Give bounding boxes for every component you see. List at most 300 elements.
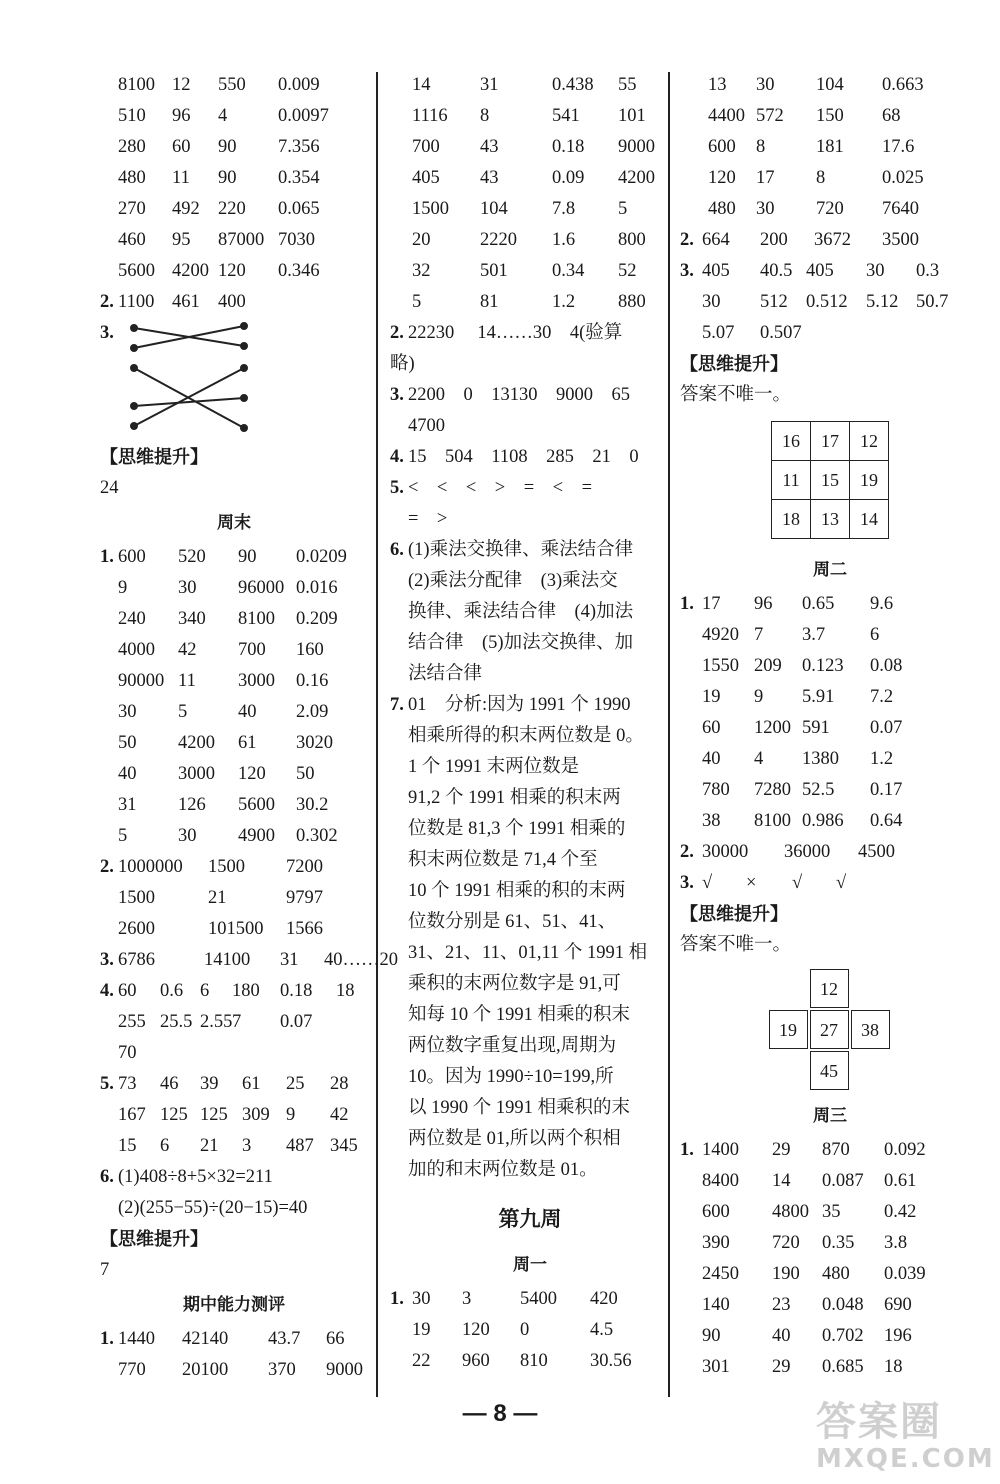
answer-row — [100, 573, 368, 604]
answer-cell: 30.2 — [296, 795, 329, 815]
answer-cell: 0.17 — [870, 780, 903, 800]
answer-cell: 0.507 — [760, 323, 802, 343]
magic-square-cell: 15 — [811, 461, 850, 500]
text-content: 积末两位数是 71,4 个至 — [408, 850, 598, 870]
answer-row — [100, 194, 368, 225]
answer-cell: 0.18 — [280, 981, 313, 1001]
answer-cell: 1000000 — [118, 857, 183, 877]
c2-answers-block — [390, 70, 670, 318]
answer-cell: 0.092 — [884, 1140, 926, 1160]
answer-row — [100, 256, 368, 287]
answer-cell: 19 — [412, 1320, 431, 1340]
answer-cell: 0.438 — [552, 75, 594, 95]
text-content: 结合律 (5)加法交换律、加 — [408, 633, 634, 653]
answer-row — [100, 790, 368, 821]
answer-cell: 270 — [118, 199, 146, 219]
answer-row — [100, 883, 368, 914]
answer-row — [680, 1290, 980, 1321]
answer-cell: 90 — [218, 137, 237, 157]
answer-row — [100, 70, 368, 101]
answer-cell: 0.354 — [278, 168, 320, 188]
answer-cell: 40 — [238, 702, 257, 722]
answer-cell: 40 — [118, 764, 137, 784]
answer-cell: 209 — [754, 656, 782, 676]
answer-cell: 4900 — [238, 826, 275, 846]
answer-row — [100, 1007, 368, 1038]
answer-row — [390, 163, 670, 194]
answer-cell: 0.702 — [822, 1326, 864, 1346]
answer-cell: 4.5 — [590, 1320, 614, 1340]
answer-cell: 52.5 — [802, 780, 835, 800]
text-line — [390, 907, 670, 938]
answer-row — [100, 132, 368, 163]
answer-cell: 340 — [178, 609, 206, 629]
answer-cell: 38 — [702, 811, 721, 831]
answer-cell: 2220 — [480, 230, 517, 250]
answer-cell: 3020 — [296, 733, 333, 753]
answer-cell: 0.209 — [296, 609, 338, 629]
answer-cell: 120 — [238, 764, 266, 784]
answer-row — [390, 287, 670, 318]
answer-row — [100, 666, 368, 697]
answer-cell: 104 — [816, 75, 844, 95]
answer-cell: 1550 — [702, 656, 739, 676]
column-3 — [680, 70, 980, 1383]
section-title-qizhong: 期中能力测评 — [183, 1295, 285, 1314]
question-number: 2. — [100, 857, 114, 877]
answer-cell: 370 — [268, 1360, 296, 1380]
c3-q3 — [680, 256, 980, 349]
answer-cell: 1200 — [754, 718, 791, 738]
section-title-week9: 第九周 — [498, 1208, 562, 1231]
section-title-zhousan: 周三 — [813, 1106, 847, 1125]
answer-cell: 7640 — [882, 199, 919, 219]
text-content: 1 个 1991 末两位数是 — [408, 757, 580, 777]
answer-cell: 61 — [238, 733, 257, 753]
answer-cell: 9000 — [618, 137, 655, 157]
answer-cell: 1400 — [702, 1140, 739, 1160]
question-number: 4. — [100, 981, 114, 1001]
answer-cell: 140 — [702, 1295, 730, 1315]
c2-q5-line1: 5. < < < > = < = — [390, 478, 593, 498]
answer-cell: 0.123 — [802, 656, 844, 676]
answer-cell: 9000 — [326, 1360, 363, 1380]
answer-cell: 4 — [754, 749, 764, 769]
answer-cell: 40 — [702, 749, 721, 769]
answer-row — [100, 635, 368, 666]
answer-cell: 7 — [232, 1012, 242, 1032]
answer-cell: 8100 — [118, 75, 155, 95]
answer-row — [680, 775, 980, 806]
answer-cell: 550 — [218, 75, 246, 95]
text-content: 加的和末两位数是 01。 — [408, 1160, 598, 1180]
answer-cell: 30 — [866, 261, 885, 281]
answer-cell: 0.34 — [552, 261, 585, 281]
answer-cell: 405 — [702, 261, 730, 281]
text-line — [390, 814, 670, 845]
text-line — [390, 1124, 670, 1155]
c2-q3-line2: 4700 — [408, 416, 445, 436]
answer-cell: 5 — [618, 199, 628, 219]
answer-cell: 5 — [118, 826, 128, 846]
question-number: 1. — [100, 1329, 114, 1349]
answer-cell: 21 — [200, 1136, 219, 1156]
answer-cell: 1566 — [286, 919, 323, 939]
c2-q3-line1: 3. 2200 0 13130 9000 65 — [390, 385, 631, 405]
answer-cell: 126 — [178, 795, 206, 815]
answer-cell: 3 — [462, 1289, 472, 1309]
answer-cell: 0.35 — [822, 1233, 855, 1253]
answer-cell: 0.42 — [884, 1202, 917, 1222]
answer-cell: 8 — [756, 137, 766, 157]
answer-cell: 13 — [708, 75, 727, 95]
answer-row — [680, 1228, 980, 1259]
answer-cell: 30 — [178, 826, 197, 846]
answer-cell: 50 — [118, 733, 137, 753]
answer-cell: 0.009 — [278, 75, 320, 95]
text-content: 法结合律 — [408, 664, 483, 684]
answer-cell: 68 — [882, 106, 901, 126]
answer-cell: 2600 — [118, 919, 155, 939]
answer-row — [100, 225, 368, 256]
magic-square-cell: 19 — [850, 461, 889, 500]
answer-cell: 61 — [242, 1074, 261, 1094]
answer-cell: 90 — [702, 1326, 721, 1346]
answer-row — [680, 256, 980, 287]
zhoumo-q6-1: 6. (1)408÷8+5×32=211 — [100, 1167, 273, 1187]
text-content: 91,2 个 1991 相乘的积末两 — [408, 788, 621, 808]
answer-cell: 104 — [480, 199, 508, 219]
answer-cell: 7.2 — [870, 687, 894, 707]
answer-row — [680, 806, 980, 837]
answer-cell: 18 — [884, 1357, 903, 1377]
answer-cell: 700 — [412, 137, 440, 157]
answer-cell: 0.64 — [870, 811, 903, 831]
answer-cell: 31 — [480, 75, 499, 95]
answer-cell: 60 — [172, 137, 191, 157]
qizhong-q1 — [100, 1324, 368, 1386]
page-number: — 8 — — [462, 1400, 538, 1427]
answer-cell: 70 — [118, 1043, 137, 1063]
answer-cell: 40.5 — [760, 261, 793, 281]
question-number: 6. — [390, 540, 404, 560]
answer-cell: 90 — [238, 547, 257, 567]
text-line — [390, 659, 670, 690]
answer-cell: 5600 — [238, 795, 275, 815]
answer-cell: 6 — [870, 625, 880, 645]
answer-cell: 1.2 — [870, 749, 894, 769]
zhoumo-q4 — [100, 976, 368, 1069]
answer-cell: 2450 — [702, 1264, 739, 1284]
answer-cell: 7.8 — [552, 199, 576, 219]
c1-siwei-answer-1: 24 — [100, 478, 119, 498]
answer-cell: 0.065 — [278, 199, 320, 219]
column-2 — [390, 70, 670, 1377]
answer-cell: 50 — [296, 764, 315, 784]
answer-cell: 501 — [480, 261, 508, 281]
column-divider-1 — [376, 72, 378, 1397]
question-number: 1. — [680, 594, 694, 614]
answer-cell: 1.6 — [552, 230, 576, 250]
answer-cell: 32 — [412, 261, 431, 281]
answer-cell: 2.09 — [296, 702, 329, 722]
answer-row — [100, 1069, 368, 1100]
answer-cell: 17 — [756, 168, 775, 188]
answer-row — [100, 604, 368, 635]
cross-right: 38 — [851, 1010, 890, 1049]
answer-cell: 30.56 — [590, 1351, 632, 1371]
text-line — [390, 721, 670, 752]
answer-cell: 7030 — [278, 230, 315, 250]
zhousan-q1 — [680, 1135, 980, 1383]
answer-cell: 255 — [118, 1012, 146, 1032]
answer-cell: 3 — [242, 1136, 252, 1156]
question-number: 1. — [680, 1140, 694, 1160]
answer-cell: 43.7 — [268, 1329, 301, 1349]
answer-cell: 5 — [412, 292, 422, 312]
answer-cell: 15 — [118, 1136, 137, 1156]
answer-row — [100, 1100, 368, 1131]
answer-cell: 12 — [172, 75, 191, 95]
answer-row — [390, 1284, 670, 1315]
answer-cell: 405 — [412, 168, 440, 188]
answer-cell: 3000 — [178, 764, 215, 784]
answer-cell: 0.16 — [296, 671, 329, 691]
answer-row — [100, 101, 368, 132]
answer-cell: 40 — [772, 1326, 791, 1346]
answer-cell: 21 — [208, 888, 227, 908]
watermark-logo: 答案圈 MXQE.COM — [816, 1399, 995, 1474]
text-content: 10。因为 1990÷10=199,所 — [408, 1067, 614, 1087]
answer-cell: 120 — [218, 261, 246, 281]
answer-cell: 770 — [118, 1360, 146, 1380]
c1-q2: 2. 1100 461 400 — [100, 292, 246, 312]
answer-cell: 4920 — [702, 625, 739, 645]
answer-cell: 20 — [412, 230, 431, 250]
answer-row — [680, 1166, 980, 1197]
answer-row — [100, 976, 368, 1007]
answer-cell: 480 — [822, 1264, 850, 1284]
magic-square-cell: 18 — [772, 500, 811, 539]
answer-cell: 66 — [326, 1329, 345, 1349]
answer-cell: 5600 — [118, 261, 155, 281]
answer-cell: 9 — [286, 1105, 296, 1125]
magic-square-cell: 14 — [850, 500, 889, 539]
answer-cell: 780 — [702, 780, 730, 800]
answer-row — [100, 1131, 368, 1162]
answer-cell: 405 — [806, 261, 834, 281]
text-content: 10 个 1991 相乘的积的末两 — [408, 881, 626, 901]
answer-cell: 1500 — [412, 199, 449, 219]
answer-cell: 0.09 — [552, 168, 585, 188]
answer-cell: 6 — [160, 1136, 170, 1156]
answer-row — [680, 163, 980, 194]
answer-cell: 9797 — [286, 888, 323, 908]
answer-cell: 14 — [412, 75, 431, 95]
answer-cell: 96 — [754, 594, 773, 614]
answer-cell: 0.07 — [870, 718, 903, 738]
text-content: 换律、乘法结合律 (4)加法 — [408, 602, 634, 622]
answer-cell: 487 — [286, 1136, 314, 1156]
cross-number-grid — [769, 969, 892, 1093]
answer-cell: 3.7 — [802, 625, 826, 645]
magic-square-grid — [771, 421, 889, 539]
answer-cell: 167 — [118, 1105, 146, 1125]
text-content: 位数分别是 61、51、41、 — [408, 912, 617, 932]
answer-cell: 0.65 — [802, 594, 835, 614]
c3-siwei-note-1: 答案不唯一。 — [680, 385, 792, 405]
answer-cell: 42 — [178, 640, 197, 660]
answer-cell: 43 — [480, 168, 499, 188]
answer-row — [680, 101, 980, 132]
text-line — [390, 628, 670, 659]
answer-cell: 9 — [118, 578, 128, 598]
answer-row — [100, 1324, 368, 1355]
answer-cell: 480 — [708, 199, 736, 219]
answer-cell: 8 — [480, 106, 490, 126]
text-line — [390, 876, 670, 907]
answer-cell: 240 — [118, 609, 146, 629]
answer-cell: 11 — [178, 671, 196, 691]
answer-row — [680, 1259, 980, 1290]
answer-cell: 60 — [118, 981, 137, 1001]
text-line — [390, 535, 670, 566]
answer-cell: 810 — [520, 1351, 548, 1371]
answer-cell: 0.016 — [296, 578, 338, 598]
answer-cell: 73 — [118, 1074, 137, 1094]
answer-cell: 30 — [756, 75, 775, 95]
cross-center: 27 — [810, 1010, 849, 1049]
text-content: 知每 10 个 1991 相乘的积末 — [408, 1005, 631, 1025]
answer-cell: 17 — [702, 594, 721, 614]
text-content: 位数是 81,3 个 1991 相乘的 — [408, 819, 626, 839]
c3-q2: 2. 664 200 3672 3500 — [680, 230, 919, 250]
answer-cell: 90 — [218, 168, 237, 188]
answer-cell: 510 — [118, 106, 146, 126]
answer-cell: 0.0097 — [278, 106, 329, 126]
answer-cell: 690 — [884, 1295, 912, 1315]
text-line — [390, 752, 670, 783]
answer-cell: 30 — [118, 702, 137, 722]
question-number: 1. — [390, 1289, 404, 1309]
answer-cell: 125 — [200, 1105, 228, 1125]
answer-cell: 5400 — [520, 1289, 557, 1309]
c2-q2-line1: 2. 22230 14……30 4(验算 — [390, 323, 623, 343]
zhouyi-q1 — [390, 1284, 670, 1377]
answer-cell: 52 — [618, 261, 637, 281]
c1-siwei-answer-2: 7 — [100, 1260, 110, 1280]
answer-cell: 220 — [218, 199, 246, 219]
answer-cell: 7200 — [286, 857, 323, 877]
c2-q4: 4. 15 504 1108 285 21 0 — [390, 447, 639, 467]
answer-cell: 0.663 — [882, 75, 924, 95]
answer-cell: 520 — [178, 547, 206, 567]
answer-row — [680, 713, 980, 744]
answer-cell: 35 — [822, 1202, 841, 1222]
answer-cell: 309 — [242, 1105, 270, 1125]
answer-cell: 600 — [708, 137, 736, 157]
text-line — [390, 1062, 670, 1093]
text-content: (2)乘法分配律 (3)乘法交 — [408, 571, 618, 591]
answer-cell: 9.6 — [870, 594, 894, 614]
answer-row — [680, 1135, 980, 1166]
answer-cell: 31 — [118, 795, 137, 815]
answer-cell: 591 — [802, 718, 830, 738]
answer-cell: 120 — [462, 1320, 490, 1340]
answer-cell: 870 — [822, 1140, 850, 1160]
answer-cell: 42140 — [182, 1329, 229, 1349]
answer-cell: 30 — [702, 292, 721, 312]
answer-row — [390, 225, 670, 256]
answer-row — [390, 1315, 670, 1346]
answer-cell: 390 — [702, 1233, 730, 1253]
zhoumo-q6-2: (2)(255−55)÷(20−15)=40 — [118, 1198, 308, 1218]
answer-cell: 95 — [172, 230, 191, 250]
text-line — [390, 1155, 670, 1186]
answer-cell: 0.025 — [882, 168, 924, 188]
answer-cell: 181 — [816, 137, 844, 157]
zhoumo-q5 — [100, 1069, 368, 1162]
answer-cell: 512 — [760, 292, 788, 312]
answer-cell: 5 — [178, 702, 188, 722]
answer-cell: 39 — [200, 1074, 219, 1094]
answer-row — [100, 1355, 368, 1386]
answer-row — [100, 542, 368, 573]
answer-cell: 5.91 — [802, 687, 835, 707]
magic-square-cell: 12 — [850, 422, 889, 461]
c1-siwei-heading-1: 【思维提升】 — [100, 447, 208, 467]
answer-cell: 1500 — [208, 857, 245, 877]
answer-cell: 5.07 — [702, 323, 735, 343]
answer-cell: 0.685 — [822, 1357, 864, 1377]
answer-cell: 0.087 — [822, 1171, 864, 1191]
answer-row — [100, 821, 368, 852]
cross-top: 12 — [810, 969, 849, 1008]
answer-cell: 29 — [772, 1357, 791, 1377]
c1-q3-matching: 3. — [100, 318, 368, 442]
answer-cell: 1440 — [118, 1329, 155, 1349]
answer-cell: 22 — [412, 1351, 431, 1371]
answer-row — [680, 194, 980, 225]
answer-cell: 30 — [178, 578, 197, 598]
answer-cell: 0.6 — [160, 981, 184, 1001]
answer-cell: 3000 — [238, 671, 275, 691]
answer-cell: 50.7 — [916, 292, 949, 312]
answer-cell: 0 — [520, 1320, 530, 1340]
answer-cell: 420 — [590, 1289, 618, 1309]
answer-cell: 190 — [772, 1264, 800, 1284]
answer-cell: 160 — [296, 640, 324, 660]
magic-square-cell: 11 — [772, 461, 811, 500]
c3-siwei-note-2: 答案不唯一。 — [680, 935, 792, 955]
answer-row — [680, 620, 980, 651]
question-number: 7. — [390, 695, 404, 715]
cross-bottom: 45 — [810, 1051, 849, 1090]
answer-cell: 28 — [330, 1074, 349, 1094]
text-line — [390, 597, 670, 628]
c2-q2-line2: 略) — [390, 354, 415, 374]
answer-row — [100, 759, 368, 790]
answer-cell: 20100 — [182, 1360, 229, 1380]
answer-cell: 720 — [772, 1233, 800, 1253]
answer-row — [680, 682, 980, 713]
answer-cell: 0.18 — [552, 137, 585, 157]
c3-answers-block — [680, 70, 980, 225]
answer-cell: 196 — [884, 1326, 912, 1346]
cross-left: 19 — [769, 1010, 808, 1049]
answer-cell: 280 — [118, 137, 146, 157]
answer-cell: 4200 — [178, 733, 215, 753]
